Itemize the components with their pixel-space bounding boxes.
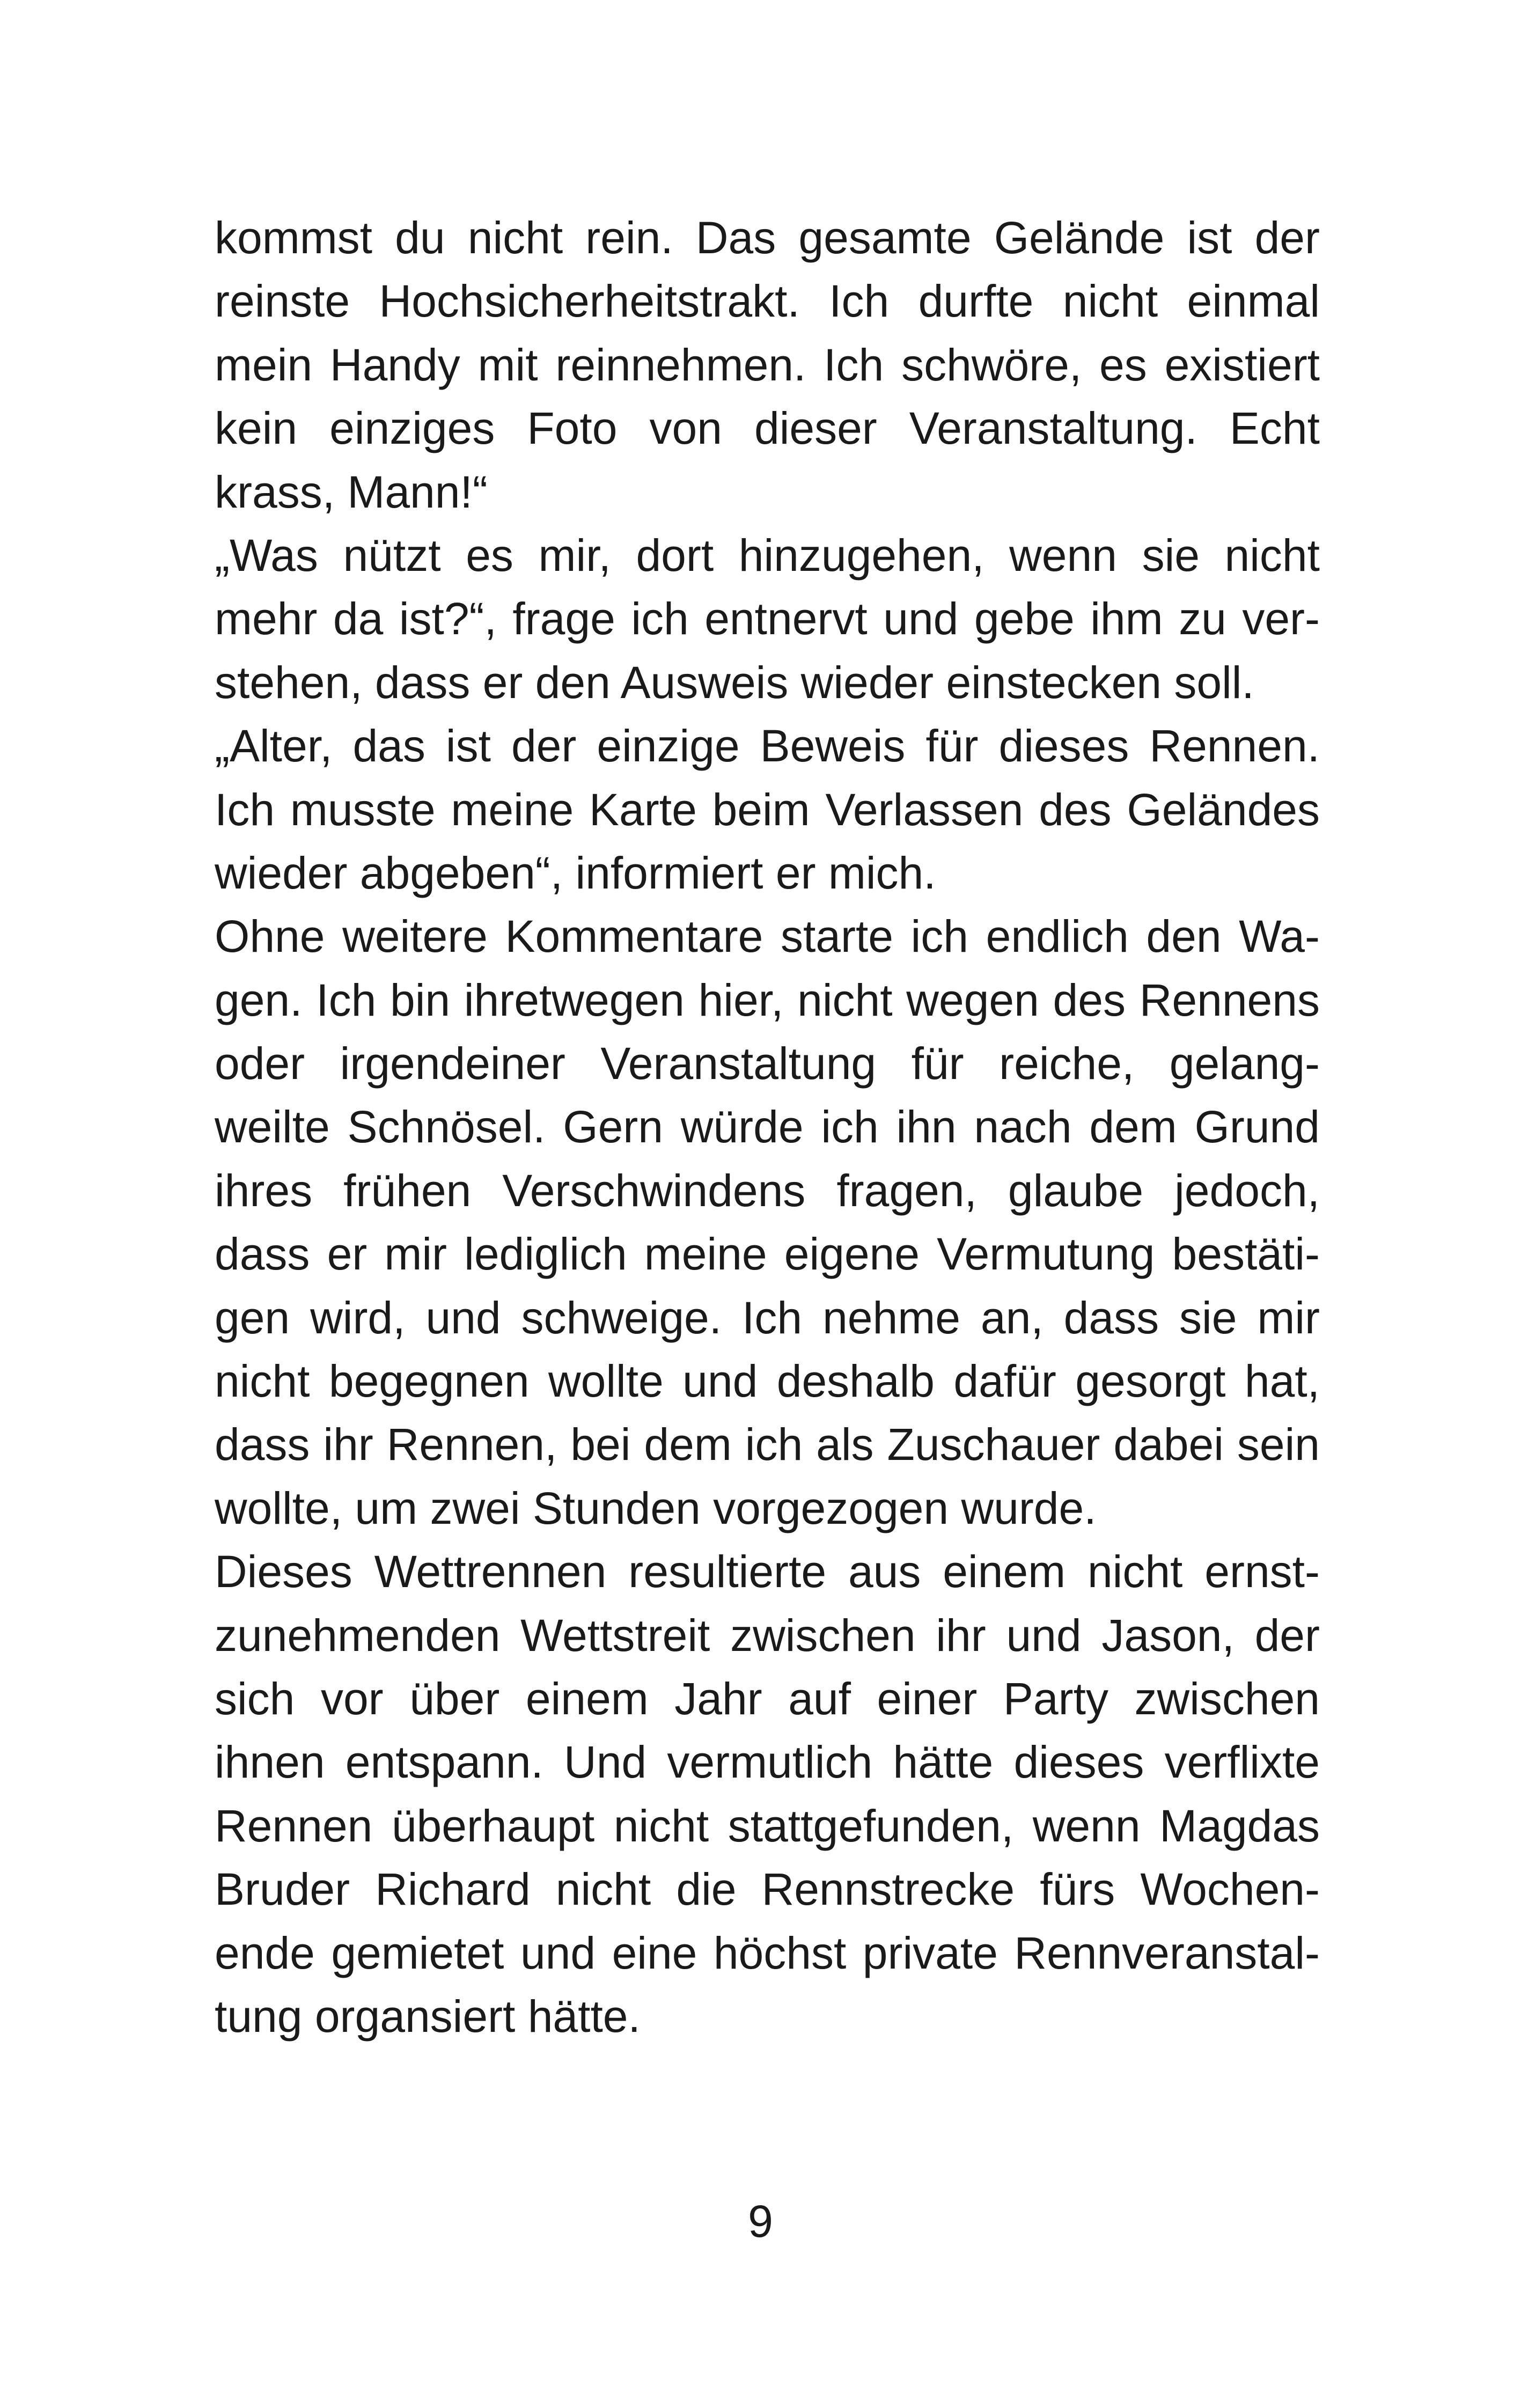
text-line: Ohne weitere Kommentare starte ich endlich den Wa- [215,911,1320,962]
text-line: tung organsiert hätte. [215,1991,641,2042]
text-line: Dieses Wettrennen resultierte aus einem nicht ernst- [215,1546,1320,1597]
text-line: gen wird, und schweige. Ich nehme an, dass sie mir [215,1292,1320,1343]
text-line: Rennen überhaupt nicht stattgefunden, wenn Magdas [215,1800,1320,1851]
text-line: ihnen entspann. Und vermutlich hätte dieses verflixte [215,1737,1320,1788]
text-line: „Alter, das ist der einzige Beweis für dieses Rennen. [215,721,1320,772]
page-number: 9 [748,2196,773,2247]
text-line: wollte, um zwei Stunden vorgezogen wurde. [215,1482,1097,1533]
text-line: wieder abgeben“, informiert er mich. [215,847,936,898]
text-line: krass, Mann!“ [215,466,488,517]
text-line: Ich musste meine Karte beim Verlassen des Geländes [215,784,1320,835]
text-line: sich vor über einem Jahr auf einer Party zwischen [215,1673,1320,1724]
text-line: ihres frühen Verschwindens fragen, glaube jedoch, [215,1165,1320,1216]
text-line: dass ihr Rennen, bei dem ich als Zuschauer dabei sein [215,1419,1320,1470]
text-line: weilte Schnösel. Gern würde ich ihn nach dem Grund [215,1102,1320,1152]
text-line: ende gemietet und eine höchst private Rennveranstal- [215,1927,1320,1978]
text-line: mehr da ist?“, frage ich entnervt und gebe ihm zu ver- [215,593,1320,644]
text-line: „Was nützt es mir, dort hinzugehen, wenn sie nicht [215,530,1320,581]
text-line: nicht begegnen wollte und deshalb dafür gesorgt hat, [215,1356,1320,1407]
text-line: zunehmenden Wettstreit zwischen ihr und Jason, der [215,1610,1320,1661]
body-text [215,206,1320,2048]
text-line: mein Handy mit reinnehmen. Ich schwöre, es existiert [215,339,1320,390]
text-line: kein einziges Foto von dieser Veranstaltung. Echt [215,403,1320,454]
text-line: Bruder Richard nicht die Rennstrecke fürs Wochen- [215,1864,1320,1915]
text-line: gen. Ich bin ihretwegen hier, nicht wegen des Rennens [215,974,1320,1025]
text-line: oder irgendeiner Veranstaltung für reiche, gelang- [215,1038,1320,1089]
text-line: stehen, dass er den Ausweis wieder einstecken soll. [215,657,1254,708]
text-line: dass er mir lediglich meine eigene Vermutung bestäti- [215,1229,1320,1280]
text-line: reinste Hochsicherheitstrakt. Ich durfte nicht einmal [215,276,1320,327]
text-line: kommst du nicht rein. Das gesamte Gelände ist der [215,212,1320,263]
